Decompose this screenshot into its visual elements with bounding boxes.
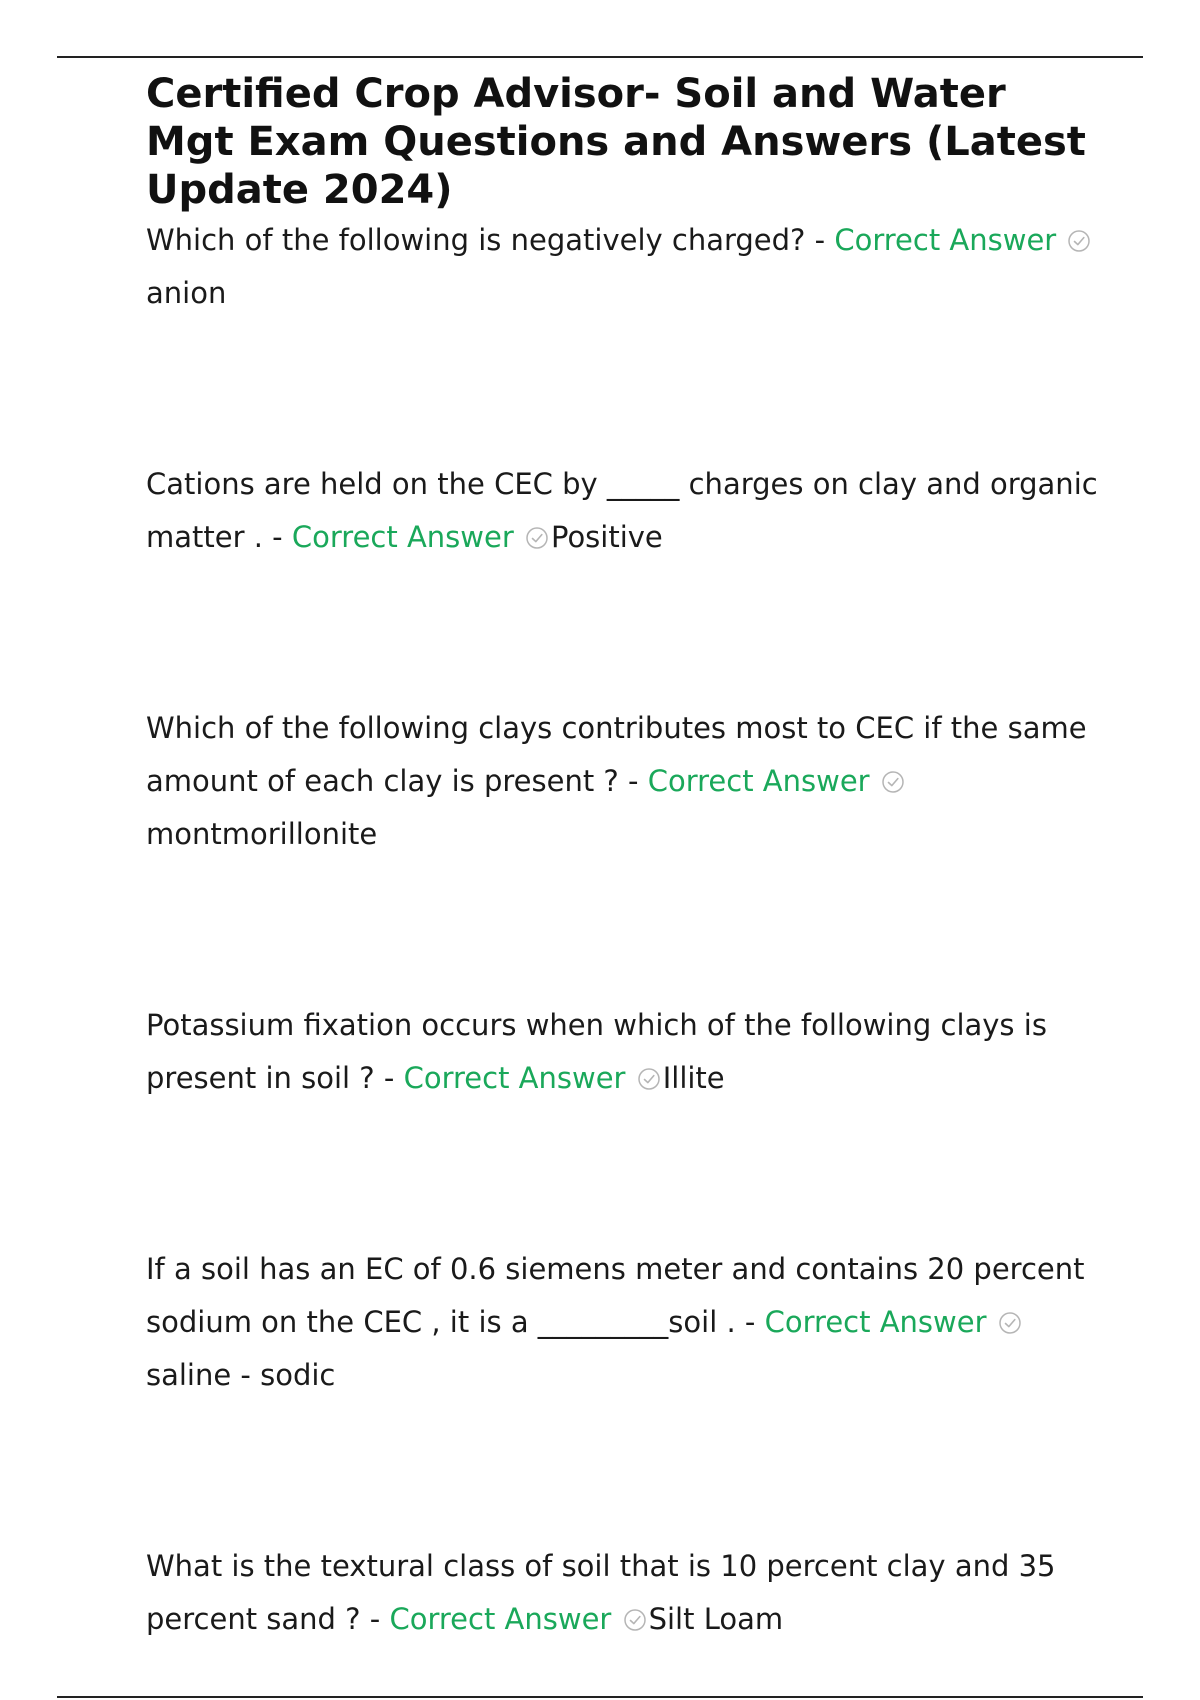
question-text: Cations are held on the CEC by _____ charges on clay and organic matter . [146,467,1098,554]
qa-list [146,214,1106,1646]
check-circle-icon [525,526,549,550]
answer-separator: - [618,764,648,798]
qa-item [146,1540,1106,1646]
check-circle-icon [637,1067,661,1091]
answer-text: anion [146,276,227,310]
qa-item [146,214,1106,320]
document-title: Certified Crop Advisor- Soil and Water Mgt Exam Questions and Answers (Latest Update 2024) [146,71,1086,213]
answer-text: montmorillonite [146,817,378,851]
answer-text: Illite [662,1061,725,1095]
correct-answer-label: Correct Answer [291,520,514,554]
qa-item [146,458,1106,564]
answer-text: saline - sodic [146,1358,336,1392]
qa-item [146,999,1106,1105]
correct-answer-label: Correct Answer [403,1061,626,1095]
answer-separator: - [374,1061,404,1095]
check-circle-icon [881,770,905,794]
qa-item [146,702,1106,861]
question-text: Which of the following clays contributes most to CEC if the same amount of each clay is present ? [146,711,1087,798]
top-rule [57,56,1143,58]
question-text: Which of the following is negatively charged? [146,223,806,257]
check-circle-icon [1067,229,1091,253]
answer-text: Silt Loam [648,1602,784,1636]
bottom-rule [57,1696,1143,1698]
question-text: If a soil has an EC of 0.6 siemens meter and contains 20 percent sodium on the CEC , it is a _________soil . [146,1252,1085,1339]
answer-text: Positive [550,520,663,554]
question-text: What is the textural class of soil that is 10 percent clay and 35 percent sand ? [146,1549,1056,1636]
correct-answer-label: Correct Answer [764,1305,987,1339]
correct-answer-label: Correct Answer [647,764,870,798]
qa-item [146,1243,1106,1402]
answer-separator: - [262,520,292,554]
answer-separator: - [805,223,835,257]
question-text: Potassium fixation occurs when which of the following clays is present in soil ? [146,1008,1047,1095]
document-body [146,70,1106,1646]
answer-separator: - [360,1602,390,1636]
check-circle-icon [998,1311,1022,1335]
check-circle-icon [623,1608,647,1632]
answer-separator: - [735,1305,765,1339]
correct-answer-label: Correct Answer [834,223,1057,257]
correct-answer-label: Correct Answer [389,1602,612,1636]
